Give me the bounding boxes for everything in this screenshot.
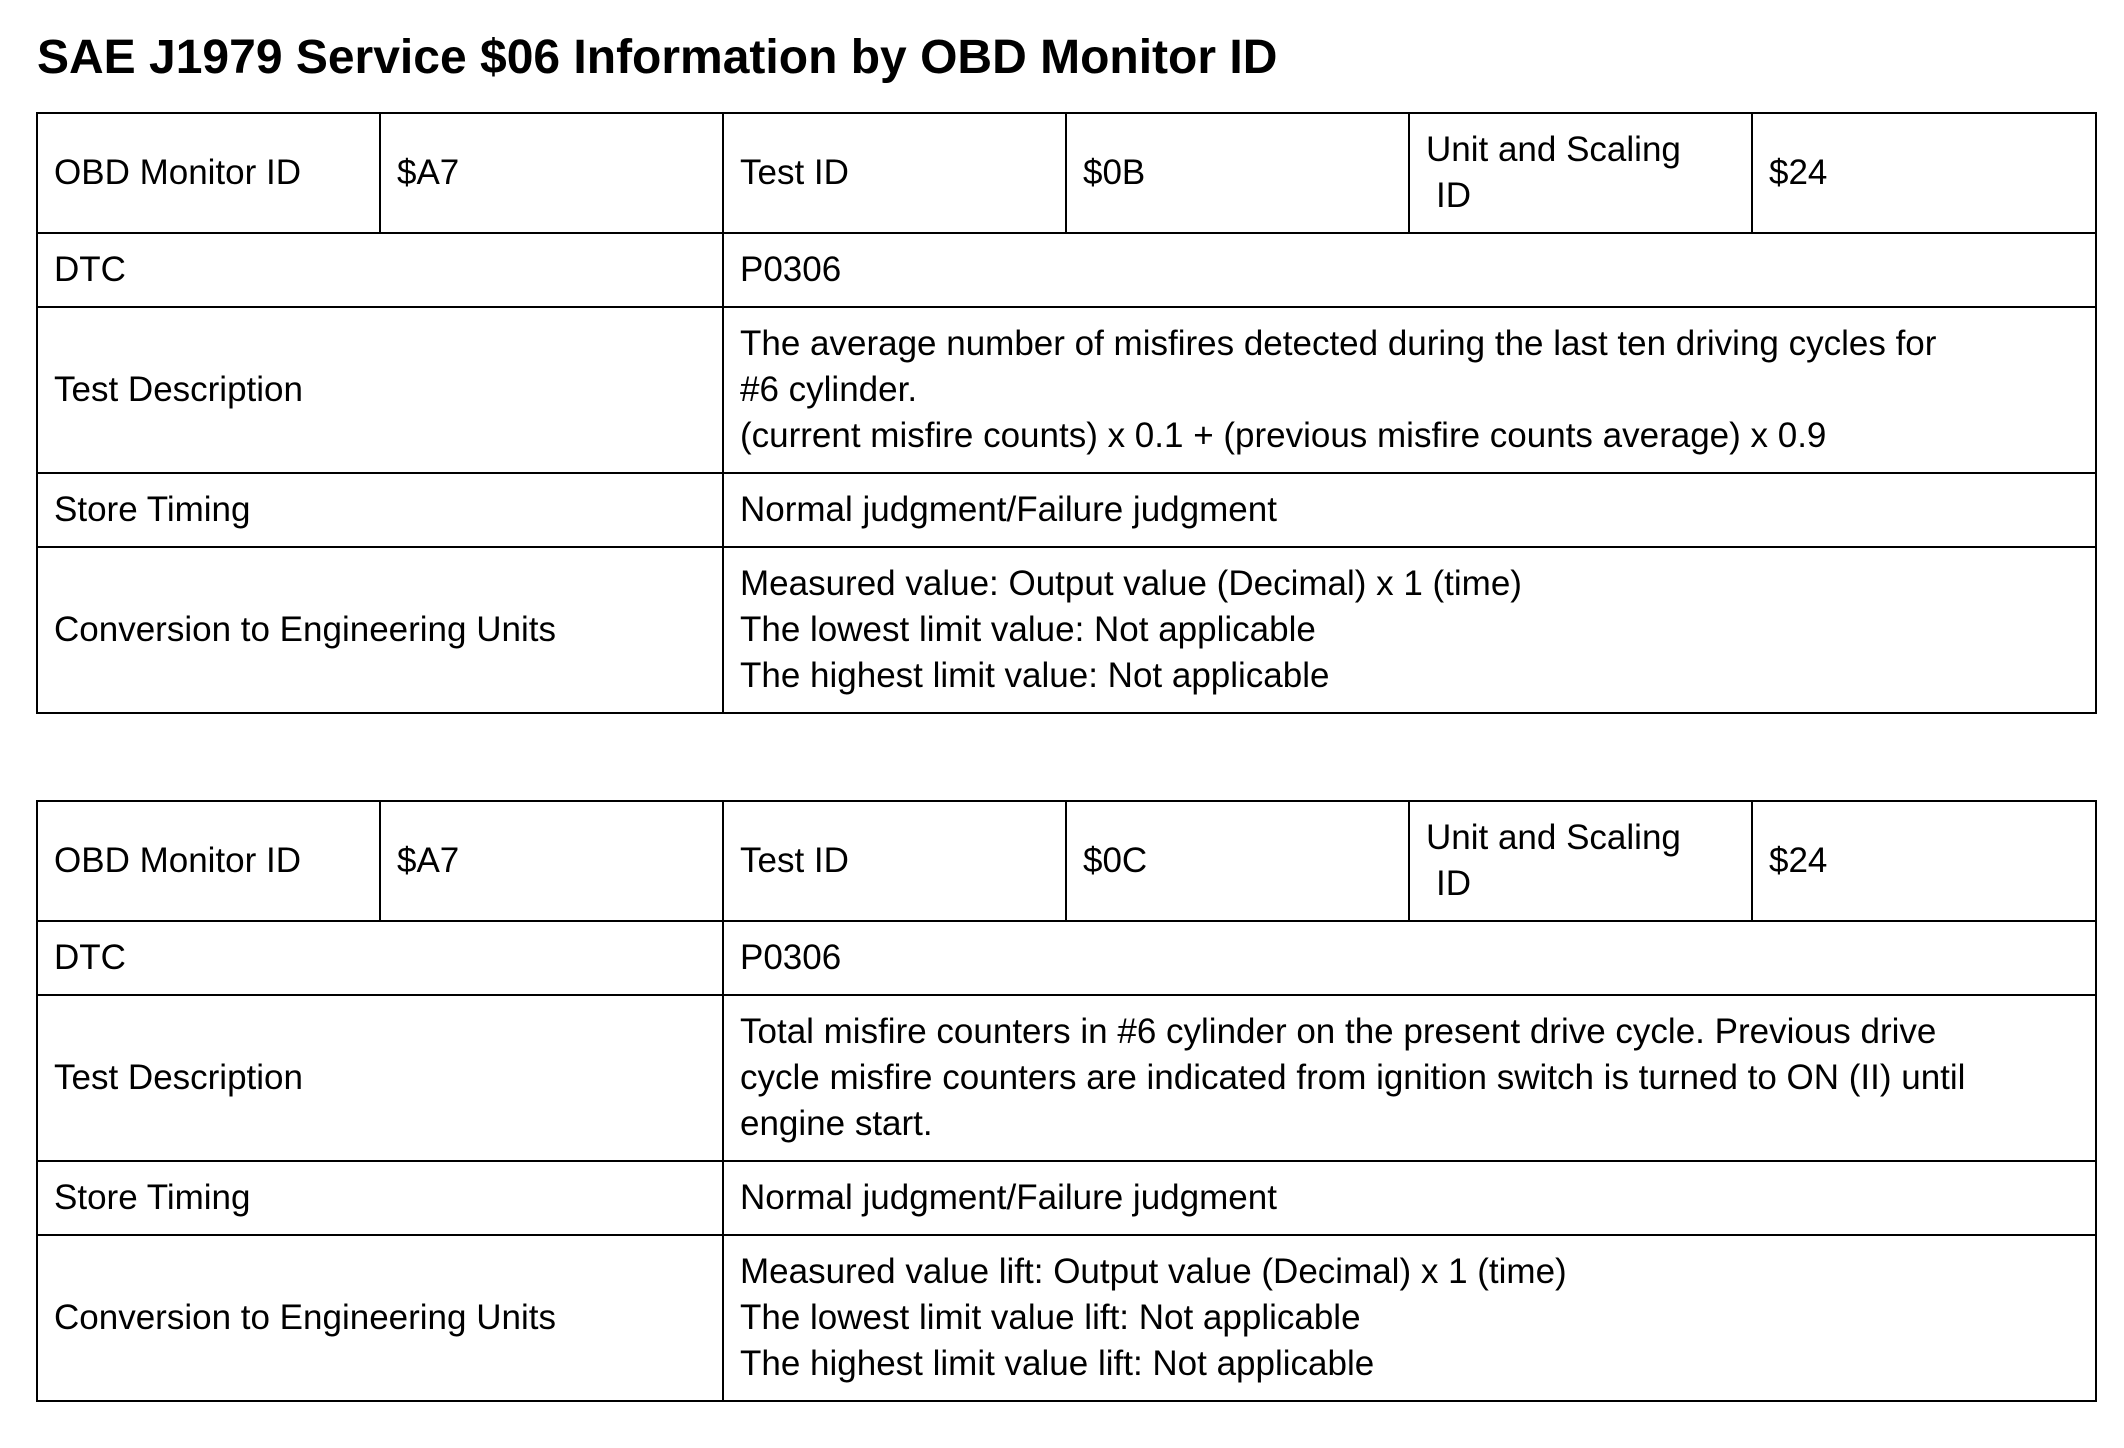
- store-timing-label: Store Timing: [37, 473, 723, 547]
- test-id-value: $0B: [1066, 113, 1409, 233]
- store-timing-value: Normal judgment/Failure judgment: [723, 1161, 2096, 1235]
- test-id-label: Test ID: [723, 801, 1066, 921]
- unit-scaling-id-label: [1409, 113, 1752, 233]
- dtc-value: P0306: [723, 233, 2096, 307]
- document-title: SAE J1979 Service $06 Information by OBD Monitor ID: [37, 31, 1278, 84]
- obd-monitor-id-value: $A7: [380, 113, 723, 233]
- conversion-row: [37, 547, 2096, 713]
- conversion-line: Measured value lift: Output value (Decimal) x 1 (time): [740, 1252, 1567, 1291]
- store-timing-value: Normal judgment/Failure judgment: [723, 473, 2096, 547]
- dtc-row: [37, 233, 2096, 307]
- conversion-row: [37, 1235, 2096, 1401]
- test-description-label: Test Description: [37, 307, 723, 473]
- dtc-label: DTC: [37, 233, 723, 307]
- test-description-label: Test Description: [37, 995, 723, 1161]
- obd-monitor-id-value: $A7: [380, 801, 723, 921]
- dtc-value: P0306: [723, 921, 2096, 995]
- store-timing-row: [37, 1161, 2096, 1235]
- dtc-label: DTC: [37, 921, 723, 995]
- header-row: [37, 801, 2096, 921]
- obd-monitor-id-label: OBD Monitor ID: [37, 113, 380, 233]
- test-description-line: engine start.: [740, 1104, 933, 1143]
- test-description-row: [37, 307, 2096, 473]
- test-description-line: Total misfire counters in #6 cylinder on the present drive cycle. Previous drive: [740, 1012, 1937, 1051]
- test-description-value: [723, 307, 2096, 473]
- unit-scaling-label-line-2: ID: [1436, 864, 1471, 903]
- test-description-line: (current misfire counts) x 0.1 + (previous misfire counts average) x 0.9: [740, 416, 1827, 455]
- test-description-line: cycle misfire counters are indicated from ignition switch is turned to ON (II) until: [740, 1058, 1966, 1097]
- conversion-line: Measured value: Output value (Decimal) x 1 (time): [740, 564, 1522, 603]
- dtc-row: [37, 921, 2096, 995]
- unit-scaling-id-value: $24: [1752, 801, 2096, 921]
- test-id-value: $0C: [1066, 801, 1409, 921]
- unit-scaling-label-line-1: Unit and Scaling: [1426, 130, 1681, 169]
- conversion-line: The highest limit value lift: Not applicable: [740, 1344, 1375, 1383]
- header-row: [37, 113, 2096, 233]
- obd-info-table-2: [36, 800, 2097, 1402]
- obd-monitor-id-label: OBD Monitor ID: [37, 801, 380, 921]
- unit-scaling-id-label: [1409, 801, 1752, 921]
- obd-info-table-1: [36, 112, 2097, 714]
- test-description-value: [723, 995, 2096, 1161]
- conversion-label: Conversion to Engineering Units: [37, 1235, 723, 1401]
- test-description-row: [37, 995, 2096, 1161]
- unit-scaling-id-value: $24: [1752, 113, 2096, 233]
- store-timing-row: [37, 473, 2096, 547]
- conversion-value: [723, 547, 2096, 713]
- conversion-line: The highest limit value: Not applicable: [740, 656, 1330, 695]
- test-id-label: Test ID: [723, 113, 1066, 233]
- test-description-line: The average number of misfires detected during the last ten driving cycles for: [740, 324, 1937, 363]
- store-timing-label: Store Timing: [37, 1161, 723, 1235]
- conversion-line: The lowest limit value lift: Not applicable: [740, 1298, 1361, 1337]
- conversion-line: The lowest limit value: Not applicable: [740, 610, 1316, 649]
- conversion-value: [723, 1235, 2096, 1401]
- conversion-label: Conversion to Engineering Units: [37, 547, 723, 713]
- unit-scaling-label-line-1: Unit and Scaling: [1426, 818, 1681, 857]
- test-description-line: #6 cylinder.: [740, 370, 918, 409]
- unit-scaling-label-line-2: ID: [1436, 176, 1471, 215]
